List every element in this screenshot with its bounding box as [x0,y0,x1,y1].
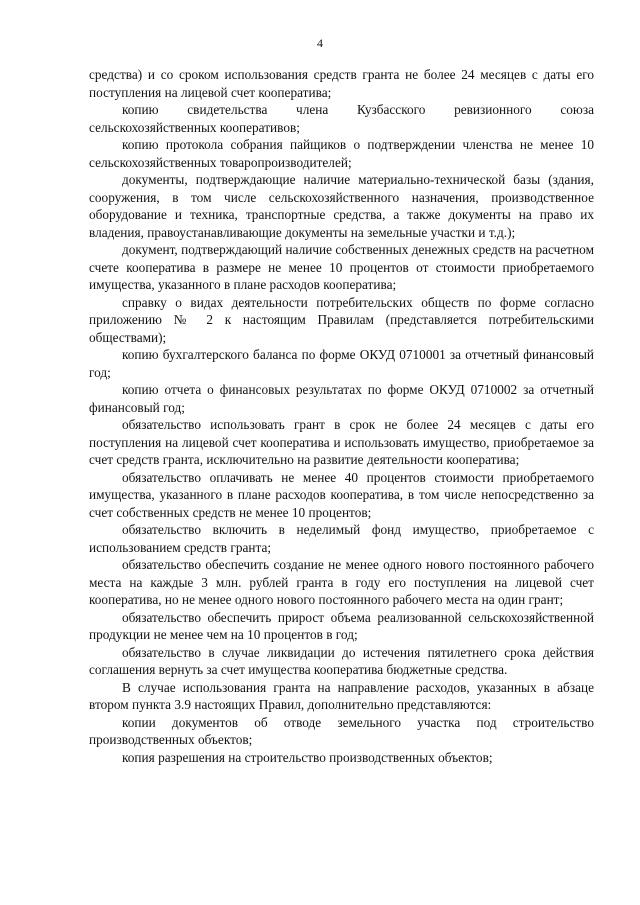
paragraph-obligation-payment: обязательство оплачивать не менее 40 процентов стоимости приобретаемого имущества, указанного в плане расходов кооператива, в том числе непосредственно за счет собственных средств не менее 10 процентов; [89,469,594,520]
document-body [89,66,594,766]
paragraph-own-funds-document: документ, подтверждающий наличие собственных денежных средств на расчетном счете кооператива в размере не менее 10 процентов от стоимости приобретаемого имущества, указанного в плане расходов кооператива; [89,242,594,292]
paragraph-material-base-documents: документы, подтверждающие наличие материально-технической базы (здания, сооружения, в том числе сельскохозяйственного назначения, производственное оборудование и техника, транспортные средства, а также документы на право их владения, правоустанавливающие документы на земельные участки и т.д.); [89,172,594,240]
paragraph-obligation-liquidation: обязательство в случае ликвидации до истечения пятилетнего срока действия соглашения вернуть за счет имущества кооператива бюджетные средства. [89,644,594,677]
page-number: 4 [317,36,323,50]
paragraph-activity-reference: справку о видах деятельности потребительских обществ по форме согласно приложению № 2 к настоящим Правилам (представляется потребительскими обществами); [89,294,594,345]
paragraph-obligation-sales-growth: обязательство обеспечить прирост объема реализованной сельскохозяйственной продукции не менее чем на 10 процентов в год; [89,609,594,642]
paragraph-balance-sheet: копию бухгалтерского баланса по форме ОКУД 0710001 за отчетный финансовый год; [89,347,594,380]
paragraph-land-allocation-documents: копии документов об отводе земельного участка под строительство производственных объектов; [89,714,594,747]
paragraph-continuation: средства) и со сроком использования средств гранта не более 24 месяцев с даты его поступления на лицевой счет кооператива; [89,67,594,100]
paragraph-additional-documents-intro: В случае использования гранта на направление расходов, указанных в абзаце втором пункта 3.9 настоящих Правил, дополнительно представляются: [89,679,594,712]
paragraph-union-membership-certificate: копию свидетельства члена Кузбасского ревизионного союза сельскохозяйственных кооперативов; [89,102,594,135]
paragraph-obligation-grant-usage: обязательство использовать грант в срок не более 24 месяцев с даты его поступления на лицевой счет кооператива и использовать имущество, приобретаемое за счет средств гранта, исключительно на развитие деятельности кооператива; [89,417,594,467]
paragraph-obligation-indivisible-fund: обязательство включить в неделимый фонд имущество, приобретаемое с использованием средств гранта; [89,522,594,555]
paragraph-construction-permit: копия разрешения на строительство производственных объектов; [122,749,493,765]
paragraph-financial-results-report: копию отчета о финансовых результатах по форме ОКУД 0710002 за отчетный финансовый год; [89,382,594,415]
paragraph-shareholders-protocol: копию протокола собрания пайщиков о подтверждении членства не менее 10 сельскохозяйственных товаропроизводителей; [89,137,594,170]
paragraph-obligation-jobs: обязательство обеспечить создание не менее одного нового постоянного рабочего места на каждые 3 млн. рублей гранта в году его поступления на лицевой счет кооператива, но не менее одного нового постоянного рабочего места на один грант; [89,557,594,607]
